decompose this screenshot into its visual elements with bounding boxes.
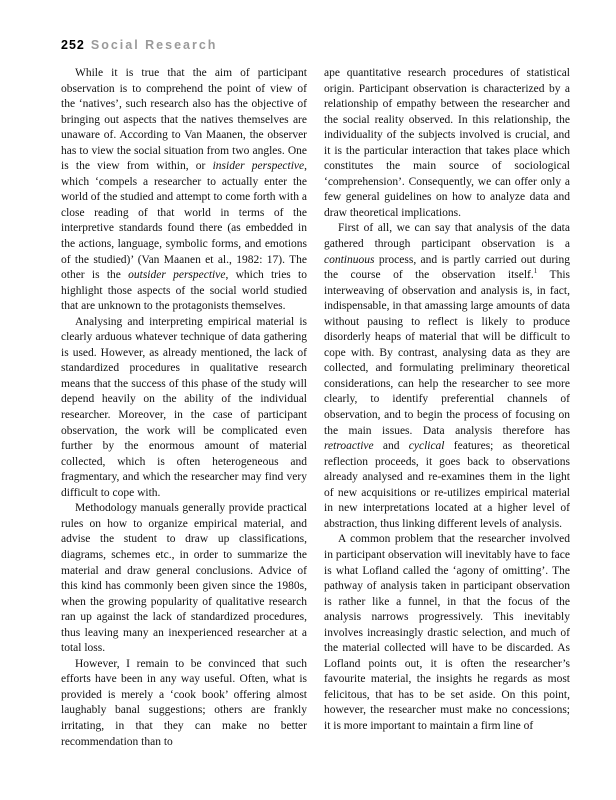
text-run: ape quantitative research procedures of statistical origin. Participant observation is characterized by a relationship of empathy between the researcher and the social reality observed. In this relationship, the individuality of the subjects involved is crucial, and it is the particular interaction that takes place which constitutes the main source of sociological ‘comprehension’. Consequently, we can offer only a few general guidelines on how to analyze data and draw theoretical implications. (324, 67, 570, 219)
emphasis: insider perspective (212, 160, 305, 173)
paragraph (61, 66, 307, 315)
text-run: While it is true that the aim of participant observation is to comprehend the point of view of the ‘natives’, such research also has the objective of bringing out aspects that the natives themselves are unaware of. According to Van Maanen, the observer has to view the social situation from two angles. One is the view from within, or (61, 67, 307, 173)
text-run: First of all, we can say that analysis of the data gathered through participant observation is a (324, 222, 570, 251)
text-run: This interweaving of observation and analysis is, in fact, indispensable, in that amassing large amounts of data without pausing to reflect is likely to produce disorderly heaps of material that will be difficult to cope with. By contrast, analysing data as they are collected, and formulating preliminary theoretical considerations, can help the researcher to see more clearly, to identify preferential channels of observation, and to begin the process of focusing on the main issues. Data analysis therefore has (324, 269, 570, 437)
emphasis: cyclical (408, 440, 445, 453)
right-column (324, 66, 570, 735)
paragraph (324, 532, 570, 734)
page-number: 252 (61, 38, 85, 52)
text-run: However, I remain to be convinced that such efforts have been in any way useful. Often, what is provided is merely a ‘cook book’ offering almost laughably banal suggestions; others are frankly irritating, in that they can make no better recommendation than to (61, 657, 307, 748)
paragraph (61, 501, 307, 656)
paragraph (61, 315, 307, 502)
left-column (61, 66, 307, 750)
footnote-ref: 1 (533, 267, 538, 276)
text-run: process, and is partly carried out during the course of the observation itself. (324, 253, 570, 282)
text-run: Methodology manuals generally provide practical rules on how to organize empirical material, and advise the student to draw up classifications, diagrams, schemes etc., in order to summarize the material and draw general conclusions. Advice of this kind has commonly been given since the 1980s, when the growing popularity of qualitative research ran up against the lack of standardized procedures, thus leaving many an inexperienced researcher at a total loss. (61, 502, 307, 655)
emphasis: continuous (324, 253, 375, 266)
text-run: , which tries to highlight those aspects of the social world studied that are unknown to the protagonists themselves. (61, 269, 307, 313)
paragraph (324, 221, 570, 532)
emphasis: outsider perspective (128, 269, 226, 282)
running-header (61, 38, 217, 52)
emphasis: retroactive (324, 440, 374, 453)
paragraph (61, 657, 307, 750)
text-run: , which ‘compels a researcher to actually enter the world of the studied and attempt to come forth with a close reading of that world in terms of the interpretive standards found there (as embedded in the actions, language, symbolic forms, and emotions of the studied)’ (Van Maanen et al., 1982: 17). The other is the (61, 160, 307, 282)
text-run: features; as theoretical reflection proceeds, it goes back to observations already analysed and re-examines them in the light of new acquisitions or re-utilizes empirical material in new interpretations located at a higher level of abstraction, thus linking different levels of analysis. (324, 440, 570, 530)
running-title: Social Research (90, 38, 218, 52)
paragraph (324, 66, 570, 221)
text-run: Analysing and interpreting empirical material is clearly arduous whatever technique of data gathering is used. However, as already mentioned, the lack of standardized procedures in qualitative research means that the success of this phase of the study will depend heavily on the ability of the individual researcher. Moreover, in the case of participant observation, the work will be complicated even further by the enormous amount of material collected, which is often heterogeneous and fragmentary, and which the researcher may find very difficult to cope with. (61, 315, 307, 499)
text-run: and (373, 440, 409, 453)
text-run: A common problem that the researcher involved in participant observation will inevitably have to face is what Lofland called the ‘agony of omitting’. The pathway of analysis taken in participant observation is rather like a funnel, in that the focus of the analysis narrows progressively. This inevitably involves increasingly drastic selection, and much of the material collected will have to be discarded. As Lofland points out, it is often the researcher’s favourite material, the insights he regards as most felicitous, that has to be set aside. On this point, however, the researcher must make no concessions; it is more important to maintain a firm line of (324, 533, 570, 732)
